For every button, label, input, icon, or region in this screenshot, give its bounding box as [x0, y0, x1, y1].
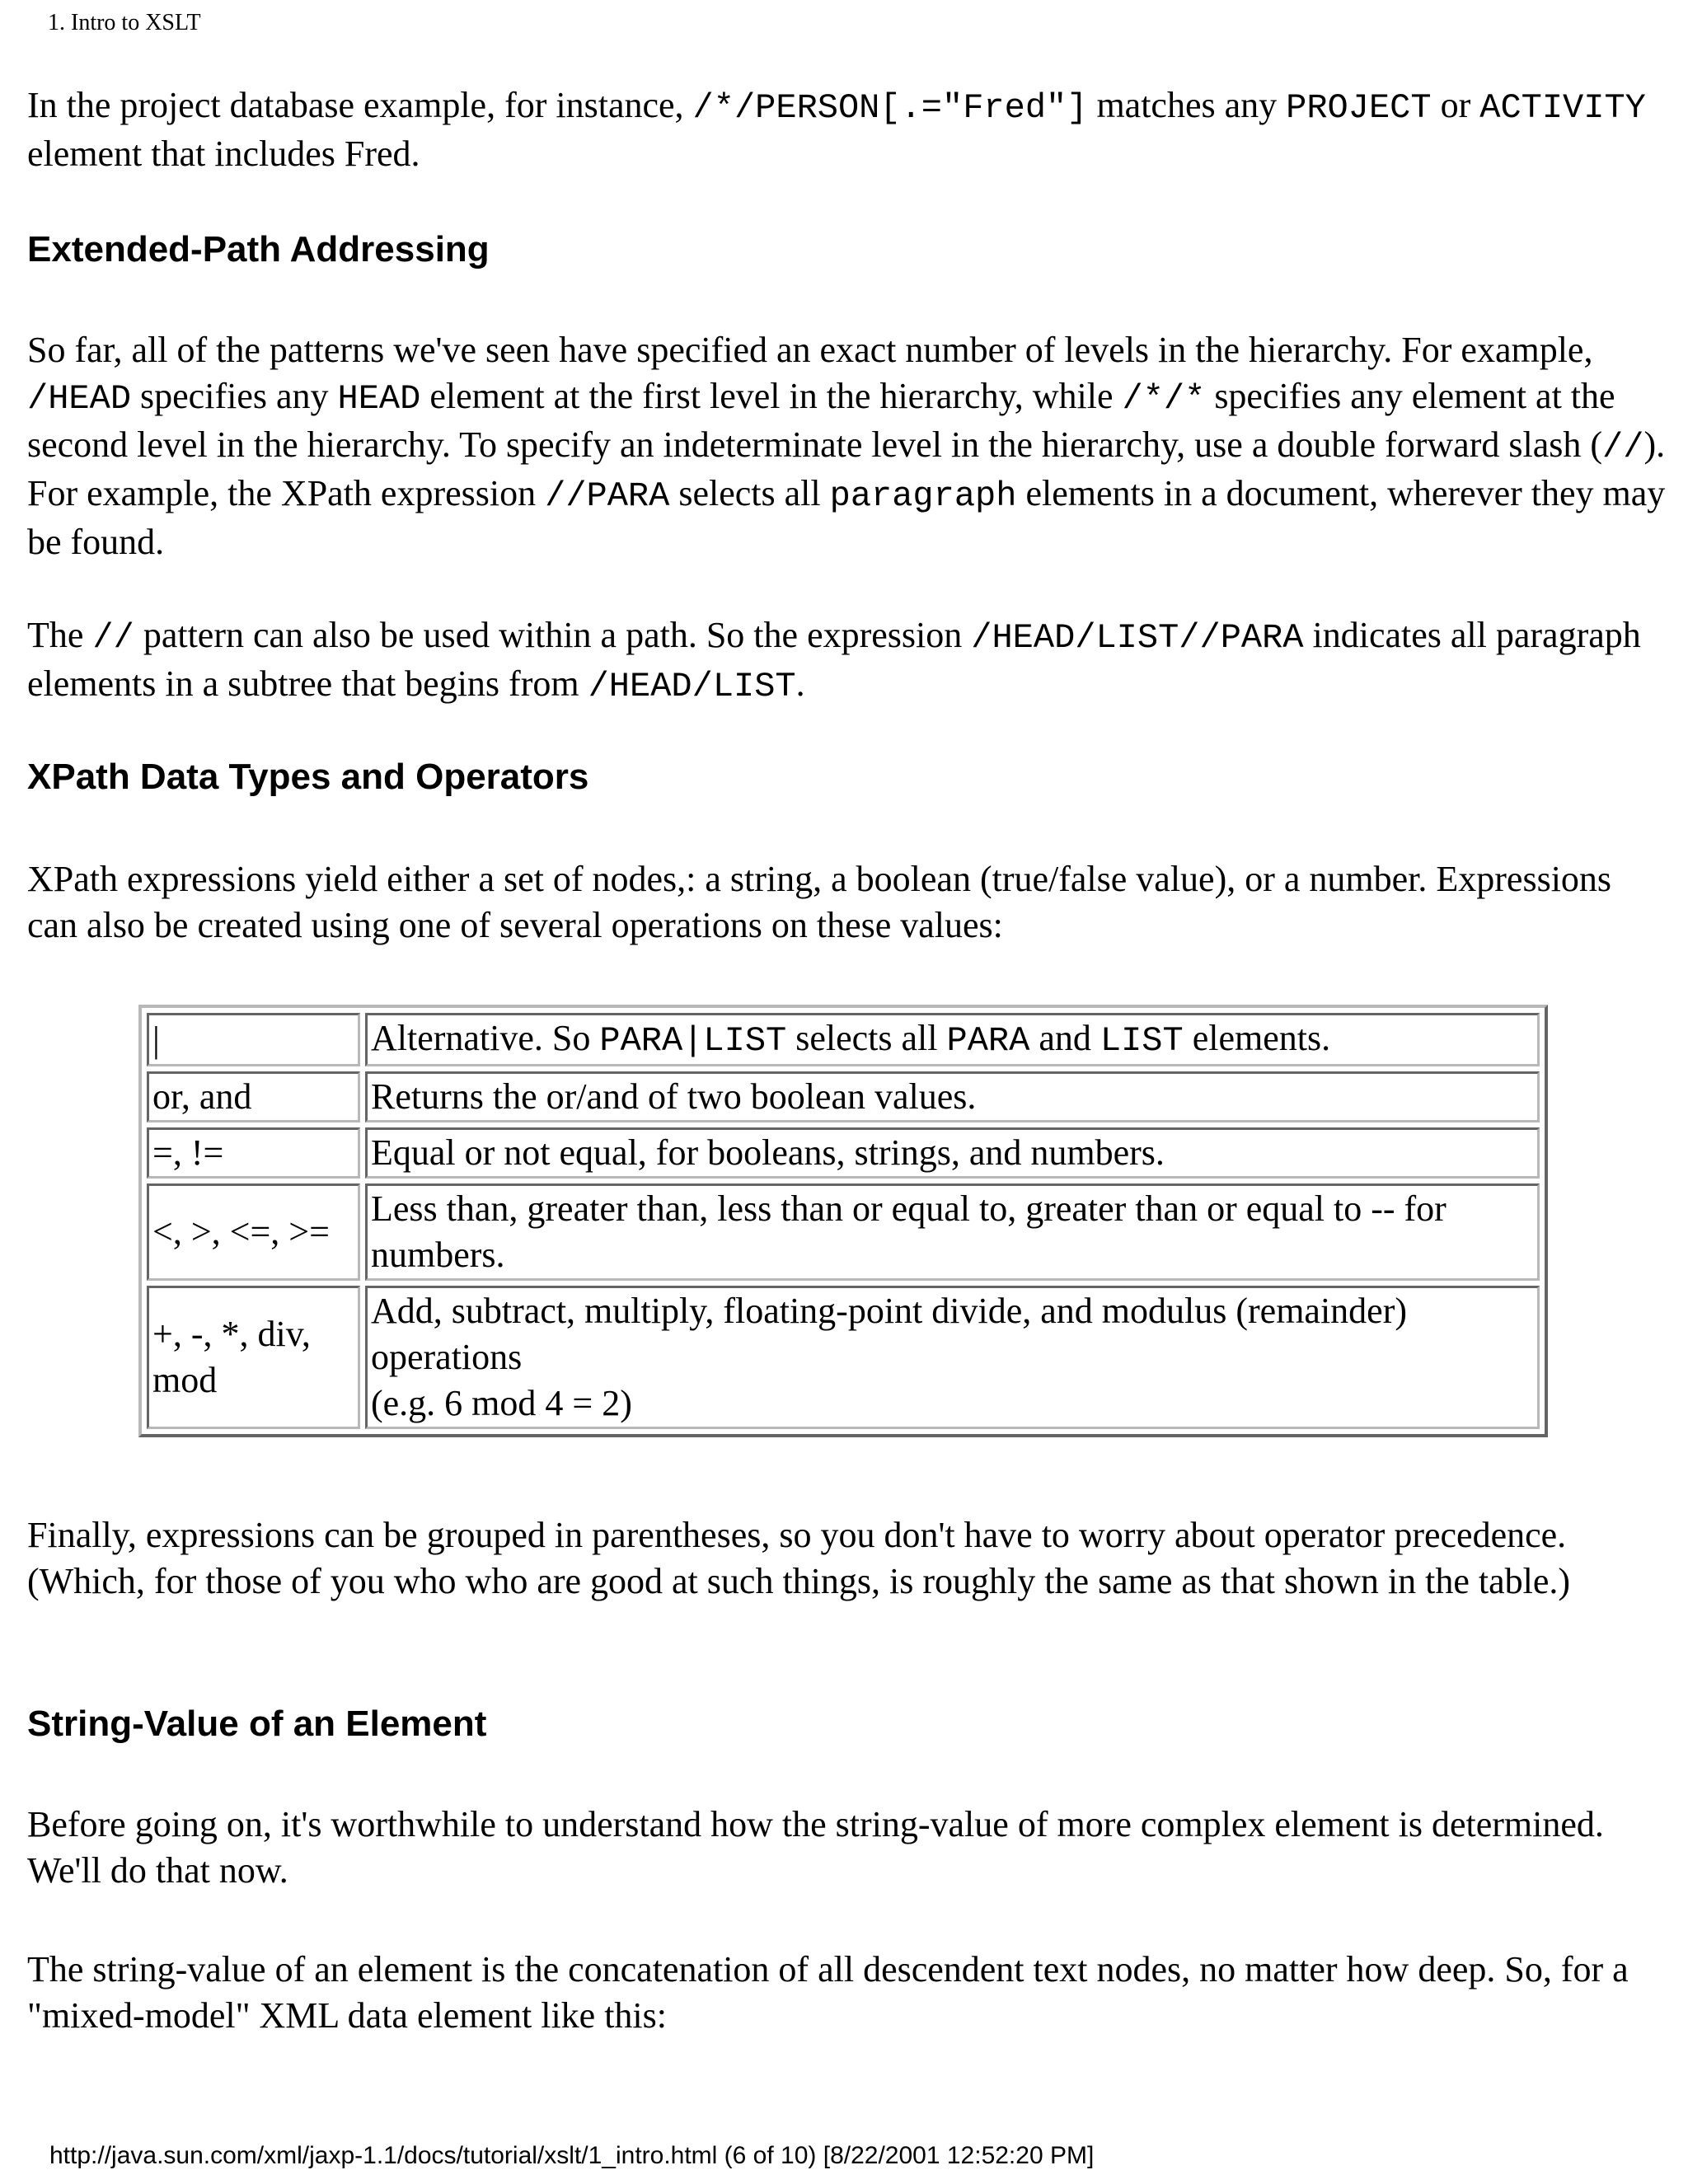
- string-value-paragraph-1: Before going on, it's worthwhile to understand how the string-value of more complex element is determined. We'll do that now.: [27, 1804, 1604, 1891]
- table-row: [147, 1013, 1540, 1066]
- table-row: [147, 1071, 1540, 1122]
- extended-path-paragraph-1: So far, all of the patterns we've seen have specified an exact number of levels in the hierarchy. For example, /HEAD specifies any HEAD element at the first level in the hierarchy, while /*/* specifies any element at the second level in the hierarchy. To specify an indeterminate level in the hierarchy, use a double forward slash (//). For example, the XPath expression //PARA selects all paragraph elements in a document, wherever they may be found.: [27, 330, 1666, 562]
- page-header-title: 1. Intro to XSLT: [48, 10, 201, 35]
- operator-cell: |: [147, 1013, 360, 1066]
- operators-table: [138, 1005, 1548, 1437]
- description-cell: Equal or not equal, for booleans, strings, and numbers.: [365, 1127, 1540, 1179]
- xpath-types-paragraph: XPath expressions yield either a set of nodes,: a string, a boolean (true/false value), or a number. Expressions can also be created using one of several operations on these values:: [27, 859, 1612, 945]
- description-cell: Alternative. So PARA|LIST selects all PARA and LIST elements.: [365, 1013, 1540, 1066]
- table-row: [147, 1127, 1540, 1179]
- description-cell: Less than, greater than, less than or equal to, greater than or equal to -- for numbers.: [365, 1183, 1540, 1281]
- operator-cell: or, and: [147, 1071, 360, 1122]
- description-cell: Add, subtract, multiply, floating-point divide, and modulus (remainder) operations (e.g. 6 mod 4 = 2): [365, 1286, 1540, 1429]
- precedence-paragraph: Finally, expressions can be grouped in parentheses, so you don't have to worry about operator precedence. (Which, for those of you who who are good at such things, is roughly the same as that shown in the table.): [27, 1515, 1571, 1601]
- heading-xpath-data-types: XPath Data Types and Operators: [27, 757, 589, 797]
- table-row: [147, 1286, 1540, 1429]
- extended-path-paragraph-2: The // pattern can also be used within a path. So the expression /HEAD/LIST//PARA indicates all paragraph elements in a subtree that begins from /HEAD/LIST.: [27, 615, 1641, 706]
- string-value-paragraph-2: The string-value of an element is the concatenation of all descendent text nodes, no matter how deep. So, for a "mixed-model" XML data element like this:: [27, 1949, 1629, 2036]
- heading-string-value: String-Value of an Element: [27, 1704, 487, 1744]
- description-cell: Returns the or/and of two boolean values.: [365, 1071, 1540, 1122]
- operator-cell: +, -, *, div, mod: [147, 1286, 360, 1429]
- page-footer-url: http://java.sun.com/xml/jaxp-1.1/docs/tutorial/xslt/1_intro.html (6 of 10) [8/22/2001 12:52:20 PM]: [49, 2142, 1095, 2169]
- intro-paragraph: In the project database example, for instance, /*/PERSON[.="Fred"] matches any PROJECT or ACTIVITY element that includes Fred.: [27, 85, 1646, 174]
- heading-extended-path-addressing: Extended-Path Addressing: [27, 229, 490, 269]
- table-row: [147, 1183, 1540, 1281]
- operator-cell: <, >, <=, >=: [147, 1183, 360, 1281]
- operator-cell: =, !=: [147, 1127, 360, 1179]
